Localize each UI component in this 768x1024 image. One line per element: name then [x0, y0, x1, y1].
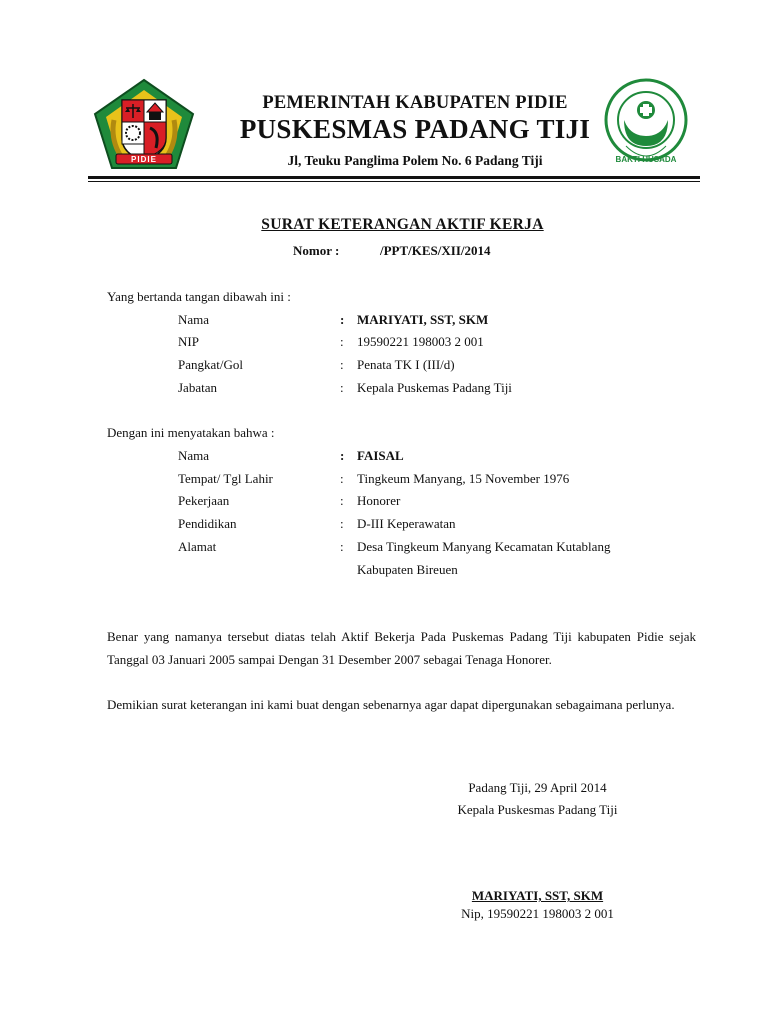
signer-intro: Yang bertanda tangan dibawah ini : — [107, 289, 291, 304]
signer-nip-value: 19590221 198003 2 001 — [357, 334, 484, 349]
header-address: Jl, Teuku Panglima Polem No. 6 Padang Tiji — [287, 153, 543, 168]
signer-position-colon: : — [340, 380, 344, 395]
subject-job-value: Honorer — [357, 493, 401, 508]
statement-paragraph: Benar yang namanya tersebut diatas telah Aktif Bekerja Pada Puskemas Padang Tiji kabupaten Pidie sejak Tanggal 03 Januari 2005 sampai Dengan 31 Desember 2007 sebagai Tenaga Honorer. — [107, 629, 696, 667]
subject-education-colon: : — [340, 516, 344, 531]
signer-rank-colon: : — [340, 357, 344, 372]
signer-name-colon: : — [340, 312, 345, 327]
subject-education-value: D-III Keperawatan — [357, 516, 456, 531]
bakti-husada-emblem-icon — [604, 76, 688, 176]
header-institution-name: PUSKESMAS PADANG TIJI — [239, 114, 591, 144]
svg-text:BAKTI HUSADA: BAKTI HUSADA — [615, 155, 677, 164]
signature-position: Kepala Puskesmas Padang Tiji — [457, 802, 618, 817]
signer-name-label: Nama — [178, 312, 210, 327]
nomor-value: /PPT/KES/XII/2014 — [380, 243, 491, 258]
subject-name-colon: : — [340, 448, 345, 463]
signer-position-label: Jabatan — [178, 380, 217, 395]
signer-rank-value: Penata TK I (III/d) — [357, 357, 455, 372]
signer-rank-label: Pangkat/Gol — [178, 357, 243, 372]
signature-nip: Nip, 19590221 198003 2 001 — [461, 906, 614, 921]
subject-birth-colon: : — [340, 471, 344, 486]
nomor-label: Nomor : — [293, 243, 340, 258]
subject-job-label: Pekerjaan — [178, 493, 230, 508]
subject-name-label: Nama — [178, 448, 210, 463]
subject-birth-value: Tingkeum Manyang, 15 November 1976 — [357, 471, 570, 486]
header-government-name: PEMERINTAH KABUPATEN PIDIE — [262, 93, 568, 113]
document-title: SURAT KETERANGAN AKTIF KERJA — [261, 216, 544, 233]
subject-address-value-line2: Kabupaten Bireuen — [357, 562, 458, 577]
subject-birth-label: Tempat/ Tgl Lahir — [178, 471, 273, 486]
subject-job-colon: : — [340, 493, 344, 508]
pidie-regency-emblem-icon — [92, 78, 196, 172]
letterhead-rule-thick — [88, 176, 700, 179]
signer-name-value: MARIYATI, SST, SKM — [357, 312, 489, 327]
subject-intro: Dengan ini menyatakan bahwa : — [107, 425, 275, 440]
closing-paragraph: Demikian surat keterangan ini kami buat dengan sebenarnya agar dapat dipergunakan sebagaimana perlunya. — [107, 697, 675, 712]
subject-name-value: FAISAL — [357, 448, 404, 463]
subject-address-value: Desa Tingkeum Manyang Kecamatan Kutablang — [357, 539, 611, 554]
signature-place-date: Padang Tiji, 29 April 2014 — [468, 780, 607, 795]
signature-name: MARIYATI, SST, SKM — [471, 888, 604, 903]
subject-address-label: Alamat — [178, 539, 217, 554]
svg-text:PIDIE: PIDIE — [131, 155, 157, 164]
signer-nip-colon: : — [340, 334, 344, 349]
subject-address-colon: : — [340, 539, 344, 554]
signer-position-value: Kepala Puskemas Padang Tiji — [357, 380, 512, 395]
signer-nip-label: NIP — [178, 334, 199, 349]
subject-education-label: Pendidikan — [178, 516, 237, 531]
letterhead-rule-thin — [88, 181, 700, 182]
